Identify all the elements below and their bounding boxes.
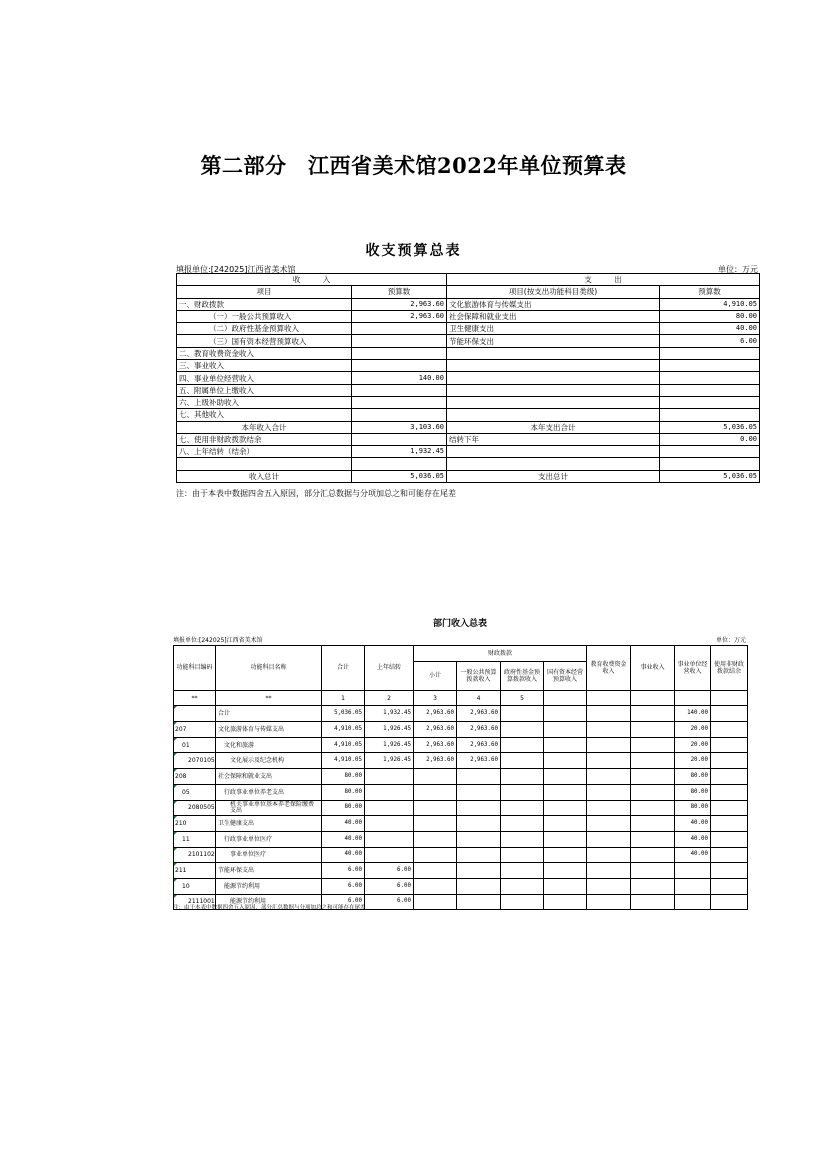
row-operating: 40.00 bbox=[675, 847, 711, 863]
table2-fill-unit: 填报单位:[242025]江西省美术馆 bbox=[173, 637, 263, 644]
row-last-year bbox=[365, 784, 414, 800]
row-gov-fund bbox=[501, 800, 544, 816]
row-business bbox=[631, 706, 675, 722]
row-subtotal: 2,963.60 bbox=[414, 722, 457, 738]
row-total: 40.00 bbox=[322, 831, 365, 847]
hdr-state-capital: 国有资本经营预算收入 bbox=[544, 661, 587, 690]
expense-value: 40.00 bbox=[660, 323, 760, 335]
row-name: 事业单位医疗 bbox=[216, 847, 322, 863]
row-non-fiscal bbox=[711, 753, 748, 769]
row-gov-fund bbox=[501, 816, 544, 832]
income-value bbox=[352, 323, 447, 335]
col-expense-budget: 预算数 bbox=[660, 286, 760, 298]
row-total: 80.00 bbox=[322, 769, 365, 785]
row-subtotal bbox=[414, 769, 457, 785]
row-non-fiscal bbox=[711, 800, 748, 816]
income-value bbox=[352, 409, 447, 421]
row-edu-fee bbox=[587, 831, 631, 847]
row-subtotal bbox=[414, 878, 457, 894]
page-title: 第二部分 江西省美术馆2022年单位预算表 bbox=[200, 153, 627, 178]
budget-row bbox=[177, 433, 760, 445]
expense-item: 节能环保支出 bbox=[447, 335, 660, 347]
expense-item: 文化旅游体育与传媒支出 bbox=[447, 298, 660, 310]
row-code bbox=[174, 706, 216, 722]
income-row bbox=[174, 800, 748, 816]
budget-row bbox=[177, 372, 760, 384]
row-state-capital bbox=[544, 784, 587, 800]
row-last-year: 6.00 bbox=[365, 863, 414, 879]
expense-item bbox=[447, 372, 660, 384]
expense-value bbox=[660, 347, 760, 359]
income-row bbox=[174, 816, 748, 832]
row-last-year bbox=[365, 816, 414, 832]
row-general bbox=[457, 878, 501, 894]
row-subtotal bbox=[414, 800, 457, 816]
row-name: 行政事业单位医疗 bbox=[216, 831, 322, 847]
row-last-year bbox=[365, 800, 414, 816]
row-name: 合计 bbox=[216, 706, 322, 722]
row-gov-fund bbox=[501, 784, 544, 800]
row-operating: 20.00 bbox=[675, 753, 711, 769]
row-subtotal: 2,963.60 bbox=[414, 753, 457, 769]
row-gov-fund bbox=[501, 847, 544, 863]
row-gov-fund bbox=[501, 706, 544, 722]
row-total: 6.00 bbox=[322, 878, 365, 894]
row-state-capital bbox=[544, 706, 587, 722]
row-name: 节能环保支出 bbox=[216, 863, 322, 879]
row-total: 6.00 bbox=[322, 894, 365, 910]
row-operating: 20.00 bbox=[675, 722, 711, 738]
row-edu-fee bbox=[587, 753, 631, 769]
income-row bbox=[174, 863, 748, 879]
budget-row bbox=[177, 310, 760, 322]
row-general bbox=[457, 816, 501, 832]
budget-row bbox=[177, 298, 760, 310]
hdr-fiscal: 财政拨款 bbox=[414, 646, 587, 662]
hdr-general: 一般公共预算拨款收入 bbox=[457, 661, 501, 690]
expense-value: 5,036.05 bbox=[660, 421, 760, 433]
col-item: 项目 bbox=[177, 286, 352, 298]
income-item: 本年收入合计 bbox=[177, 421, 352, 433]
income-value bbox=[352, 433, 447, 445]
expense-item bbox=[447, 458, 660, 470]
row-business bbox=[631, 831, 675, 847]
expense-item: 社会保障和就业支出 bbox=[447, 310, 660, 322]
income-item: 七、使用非财政拨款结余 bbox=[177, 433, 352, 445]
row-subtotal bbox=[414, 863, 457, 879]
row-total: 80.00 bbox=[322, 784, 365, 800]
row-code: 207 bbox=[174, 722, 216, 738]
row-last-year: 1,926.45 bbox=[365, 737, 414, 753]
row-operating: 40.00 bbox=[675, 816, 711, 832]
table2-unit: 单位：万元 bbox=[715, 637, 746, 644]
row-total: 4,910.05 bbox=[322, 737, 365, 753]
row-gov-fund bbox=[501, 863, 544, 879]
row-subtotal: 2,963.60 bbox=[414, 706, 457, 722]
row-gov-fund bbox=[501, 831, 544, 847]
income-row bbox=[174, 831, 748, 847]
row-general bbox=[457, 784, 501, 800]
expense-item bbox=[447, 409, 660, 421]
row-non-fiscal bbox=[711, 769, 748, 785]
expense-value bbox=[660, 384, 760, 396]
income-item bbox=[177, 458, 352, 470]
idx-cell: 5 bbox=[501, 690, 544, 706]
row-gov-fund bbox=[501, 769, 544, 785]
row-edu-fee bbox=[587, 878, 631, 894]
hdr-edu-fee: 教育收费资金收入 bbox=[587, 646, 631, 691]
expense-item bbox=[447, 347, 660, 359]
row-non-fiscal bbox=[711, 863, 748, 879]
row-general: 2,963.60 bbox=[457, 722, 501, 738]
expense-value bbox=[660, 360, 760, 372]
row-general: 2,963.60 bbox=[457, 706, 501, 722]
row-subtotal: 2,963.60 bbox=[414, 737, 457, 753]
row-state-capital bbox=[544, 878, 587, 894]
hdr-gov-fund: 政府性基金预算拨款收入 bbox=[501, 661, 544, 690]
expense-item bbox=[447, 396, 660, 408]
row-business bbox=[631, 784, 675, 800]
row-business bbox=[631, 863, 675, 879]
row-non-fiscal bbox=[711, 831, 748, 847]
income-row bbox=[174, 784, 748, 800]
row-last-year: 1,926.45 bbox=[365, 722, 414, 738]
row-name: 社会保障和就业支出 bbox=[216, 769, 322, 785]
row-last-year: 6.00 bbox=[365, 878, 414, 894]
row-total: 4,910.05 bbox=[322, 722, 365, 738]
row-name: 能源节约利用 bbox=[216, 878, 322, 894]
row-last-year: 6.00 bbox=[365, 894, 414, 910]
idx-cell bbox=[587, 690, 631, 706]
row-subtotal bbox=[414, 816, 457, 832]
expense-item: 本年支出合计 bbox=[447, 421, 660, 433]
idx-cell: 3 bbox=[414, 690, 457, 706]
idx-cell: 1 bbox=[322, 690, 365, 706]
row-name: 文化展示及纪念机构 bbox=[216, 753, 322, 769]
row-state-capital bbox=[544, 800, 587, 816]
row-last-year: 1,932.45 bbox=[365, 706, 414, 722]
income-item: 收入总计 bbox=[177, 470, 352, 482]
income-value bbox=[352, 458, 447, 470]
expense-value: 5,036.05 bbox=[660, 470, 760, 482]
row-edu-fee bbox=[587, 847, 631, 863]
col-expense-item: 项目(按支出功能科目类级) bbox=[447, 286, 660, 298]
row-code: 2070105 bbox=[174, 753, 216, 769]
row-business bbox=[631, 800, 675, 816]
row-subtotal bbox=[414, 831, 457, 847]
expense-item bbox=[447, 384, 660, 396]
budget-row bbox=[177, 360, 760, 372]
row-general bbox=[457, 831, 501, 847]
row-subtotal bbox=[414, 784, 457, 800]
income-item: （二）政府性基金预算收入 bbox=[177, 323, 352, 335]
row-code: 01 bbox=[174, 737, 216, 753]
row-state-capital bbox=[544, 816, 587, 832]
row-general bbox=[457, 769, 501, 785]
row-gov-fund bbox=[501, 878, 544, 894]
expense-item bbox=[447, 446, 660, 458]
row-total: 5,036.05 bbox=[322, 706, 365, 722]
hdr-subtotal: 小计 bbox=[414, 661, 457, 690]
row-code: 11 bbox=[174, 831, 216, 847]
expense-value: 6.00 bbox=[660, 335, 760, 347]
row-code: 05 bbox=[174, 784, 216, 800]
income-row bbox=[174, 847, 748, 863]
hdr-last-year: 上年结转 bbox=[365, 646, 414, 691]
idx-cell: 2 bbox=[365, 690, 414, 706]
budget-row bbox=[177, 470, 760, 482]
row-total: 4,910.05 bbox=[322, 753, 365, 769]
row-state-capital bbox=[544, 753, 587, 769]
expense-value: 0.00 bbox=[660, 433, 760, 445]
row-edu-fee bbox=[587, 784, 631, 800]
row-name: 机关事业单位基本养老保险缴费支出 bbox=[216, 800, 322, 816]
row-business bbox=[631, 737, 675, 753]
row-edu-fee bbox=[587, 737, 631, 753]
hdr-non-fiscal: 使用非财政拨款结余 bbox=[711, 646, 748, 691]
dept-income-table bbox=[173, 645, 748, 910]
income-value: 3,103.60 bbox=[352, 421, 447, 433]
expense-item: 支出总计 bbox=[447, 470, 660, 482]
row-last-year bbox=[365, 769, 414, 785]
row-code: 210 bbox=[174, 816, 216, 832]
idx-cell: ** bbox=[174, 690, 216, 706]
idx-cell: 4 bbox=[457, 690, 501, 706]
row-operating: 20.00 bbox=[675, 737, 711, 753]
row-general bbox=[457, 894, 501, 910]
row-non-fiscal bbox=[711, 816, 748, 832]
row-business bbox=[631, 722, 675, 738]
budget-row bbox=[177, 458, 760, 470]
income-row bbox=[174, 737, 748, 753]
row-last-year bbox=[365, 847, 414, 863]
row-operating: 140.00 bbox=[675, 706, 711, 722]
income-item: 一、财政拨款 bbox=[177, 298, 352, 310]
budget-row bbox=[177, 347, 760, 359]
row-business bbox=[631, 894, 675, 910]
row-non-fiscal bbox=[711, 847, 748, 863]
hdr-code: 功能科目编码 bbox=[174, 646, 216, 691]
row-non-fiscal bbox=[711, 706, 748, 722]
row-edu-fee bbox=[587, 863, 631, 879]
income-item: 七、其他收入 bbox=[177, 409, 352, 421]
row-non-fiscal bbox=[711, 894, 748, 910]
row-total: 6.00 bbox=[322, 863, 365, 879]
row-gov-fund bbox=[501, 894, 544, 910]
row-non-fiscal bbox=[711, 878, 748, 894]
hdr-name: 功能科目名称 bbox=[216, 646, 322, 691]
row-state-capital bbox=[544, 831, 587, 847]
row-edu-fee bbox=[587, 800, 631, 816]
row-operating bbox=[675, 863, 711, 879]
expense-item bbox=[447, 360, 660, 372]
expense-value bbox=[660, 396, 760, 408]
row-name: 文化和旅游 bbox=[216, 737, 322, 753]
income-value: 1,932.45 bbox=[352, 446, 447, 458]
row-business bbox=[631, 753, 675, 769]
row-business bbox=[631, 847, 675, 863]
row-operating bbox=[675, 878, 711, 894]
row-code: 2101102 bbox=[174, 847, 216, 863]
row-edu-fee bbox=[587, 816, 631, 832]
row-total: 80.00 bbox=[322, 800, 365, 816]
row-operating: 40.00 bbox=[675, 831, 711, 847]
row-business bbox=[631, 816, 675, 832]
row-subtotal bbox=[414, 894, 457, 910]
idx-cell bbox=[544, 690, 587, 706]
table2-note: 注：由于本表中数据四舍五入原因，部分汇总数据与分项加总之和可能存在尾差 bbox=[173, 905, 366, 911]
row-subtotal bbox=[414, 847, 457, 863]
row-business bbox=[631, 769, 675, 785]
row-edu-fee bbox=[587, 769, 631, 785]
expense-item: 卫生健康支出 bbox=[447, 323, 660, 335]
budget-row bbox=[177, 335, 760, 347]
income-row bbox=[174, 706, 748, 722]
income-value bbox=[352, 335, 447, 347]
row-last-year: 1,926.45 bbox=[365, 753, 414, 769]
row-edu-fee bbox=[587, 722, 631, 738]
row-non-fiscal bbox=[711, 784, 748, 800]
income-row bbox=[174, 722, 748, 738]
row-state-capital bbox=[544, 737, 587, 753]
row-operating: 80.00 bbox=[675, 784, 711, 800]
row-non-fiscal bbox=[711, 722, 748, 738]
income-item: 三、事业收入 bbox=[177, 360, 352, 372]
row-code: 211 bbox=[174, 863, 216, 879]
expense-value: 4,910.05 bbox=[660, 298, 760, 310]
budget-summary-table bbox=[176, 273, 760, 483]
income-item: （一）一般公共预算收入 bbox=[177, 310, 352, 322]
row-name: 行政事业单位养老支出 bbox=[216, 784, 322, 800]
row-total: 40.00 bbox=[322, 847, 365, 863]
row-general: 2,963.60 bbox=[457, 753, 501, 769]
table1-note: 注：由于本表中数据四舍五入原因，部分汇总数据与分项加总之和可能存在尾差 bbox=[176, 489, 456, 498]
expense-value bbox=[660, 446, 760, 458]
row-operating bbox=[675, 894, 711, 910]
income-value: 2,963.60 bbox=[352, 298, 447, 310]
row-non-fiscal bbox=[711, 737, 748, 753]
row-operating: 80.00 bbox=[675, 769, 711, 785]
table2-title: 部门收入总表 bbox=[432, 619, 487, 629]
row-edu-fee bbox=[587, 706, 631, 722]
table1-fill-unit: 填报单位:[242025]江西省美术馆 bbox=[176, 265, 296, 274]
row-gov-fund bbox=[501, 753, 544, 769]
row-state-capital bbox=[544, 894, 587, 910]
row-name: 卫生健康支出 bbox=[216, 816, 322, 832]
expense-value: 80.00 bbox=[660, 310, 760, 322]
idx-cell: ** bbox=[216, 690, 322, 706]
expense-header: 支 出 bbox=[447, 274, 760, 286]
budget-row bbox=[177, 384, 760, 396]
row-code: 10 bbox=[174, 878, 216, 894]
budget-row bbox=[177, 323, 760, 335]
row-general bbox=[457, 863, 501, 879]
income-value bbox=[352, 396, 447, 408]
income-row bbox=[174, 878, 748, 894]
expense-item: 结转下年 bbox=[447, 433, 660, 445]
income-header: 收 入 bbox=[177, 274, 447, 286]
table1-title: 收支预算总表 bbox=[365, 243, 462, 259]
income-item: 八、上年结转（结余） bbox=[177, 446, 352, 458]
row-name: 文化旅游体育与传媒支出 bbox=[216, 722, 322, 738]
income-item: 六、上级补助收入 bbox=[177, 396, 352, 408]
col-budget: 预算数 bbox=[352, 286, 447, 298]
income-value: 5,036.05 bbox=[352, 470, 447, 482]
row-state-capital bbox=[544, 769, 587, 785]
hdr-operating: 事业单位经营收入 bbox=[675, 646, 711, 691]
income-item: 五、附属单位上缴收入 bbox=[177, 384, 352, 396]
hdr-business: 事业收入 bbox=[631, 646, 675, 691]
hdr-total: 合计 bbox=[322, 646, 365, 691]
budget-row bbox=[177, 396, 760, 408]
income-value: 140.00 bbox=[352, 372, 447, 384]
income-row bbox=[174, 769, 748, 785]
row-edu-fee bbox=[587, 894, 631, 910]
row-last-year bbox=[365, 831, 414, 847]
row-state-capital bbox=[544, 847, 587, 863]
table1-unit: 单位：万元 bbox=[718, 265, 758, 274]
row-code: 2080505 bbox=[174, 800, 216, 816]
idx-cell bbox=[631, 690, 675, 706]
income-value bbox=[352, 360, 447, 372]
income-value bbox=[352, 347, 447, 359]
expense-value bbox=[660, 409, 760, 421]
row-total: 40.00 bbox=[322, 816, 365, 832]
row-general bbox=[457, 800, 501, 816]
row-state-capital bbox=[544, 722, 587, 738]
income-item: 二、教育收费资金收入 bbox=[177, 347, 352, 359]
row-general bbox=[457, 847, 501, 863]
income-item: 四、事业单位经营收入 bbox=[177, 372, 352, 384]
row-code: 208 bbox=[174, 769, 216, 785]
row-name: 能源节约利用 bbox=[216, 894, 322, 910]
expense-value bbox=[660, 372, 760, 384]
row-gov-fund bbox=[501, 737, 544, 753]
income-value bbox=[352, 384, 447, 396]
income-row bbox=[174, 753, 748, 769]
row-general: 2,963.60 bbox=[457, 737, 501, 753]
row-state-capital bbox=[544, 863, 587, 879]
budget-row bbox=[177, 446, 760, 458]
budget-row bbox=[177, 409, 760, 421]
row-business bbox=[631, 878, 675, 894]
row-gov-fund bbox=[501, 722, 544, 738]
income-item: （三）国有资本经营预算收入 bbox=[177, 335, 352, 347]
row-operating: 80.00 bbox=[675, 800, 711, 816]
budget-row bbox=[177, 421, 760, 433]
idx-cell bbox=[675, 690, 711, 706]
row-code: 2111001 bbox=[174, 894, 216, 910]
income-value: 2,963.60 bbox=[352, 310, 447, 322]
expense-value bbox=[660, 458, 760, 470]
idx-cell bbox=[711, 690, 748, 706]
